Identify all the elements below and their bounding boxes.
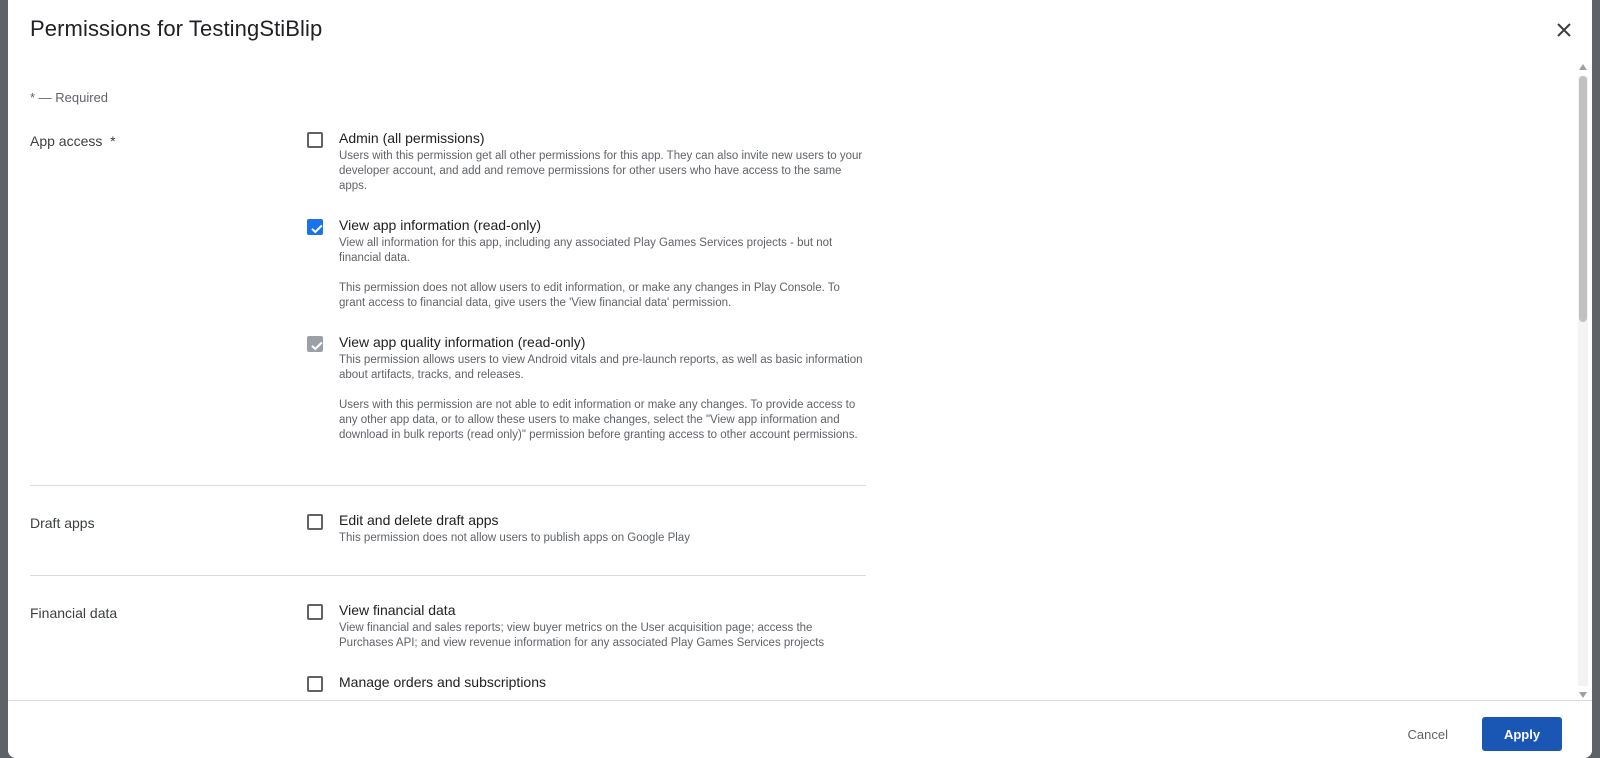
perm-description [339, 236, 869, 311]
section-label-draft-apps: Draft apps [30, 515, 95, 531]
view-app-info-checkbox[interactable] [307, 219, 323, 235]
perm-description [339, 353, 869, 443]
view-quality-info-checkbox [307, 336, 323, 352]
close-icon [1556, 22, 1572, 38]
perm-description [339, 149, 869, 194]
section-label-app-access: App access * [30, 133, 116, 149]
admin-checkbox[interactable] [307, 132, 323, 148]
perm-desc-text: Users with this permission get all other permissions for this app. They can also invite new users to your developer account, and add and remove permissions for other users who have access to the same apps. [339, 150, 863, 192]
section-label-financial-data: Financial data [30, 605, 118, 621]
perm-title: Edit and delete draft apps [339, 512, 499, 528]
dialog-header [8, 0, 1592, 62]
section-divider [30, 575, 866, 576]
view-financial-data-checkbox[interactable] [307, 604, 323, 620]
dialog-footer [8, 700, 1592, 758]
perm-desc-text: This permission allows users to view Android vitals and pre-launch reports, as well as basic information about artifacts, tracks, and releases. [339, 354, 863, 381]
edit-draft-apps-checkbox[interactable] [307, 514, 323, 530]
manage-orders-checkbox[interactable] [307, 676, 323, 692]
required-note: * — Required [30, 90, 109, 105]
close-button[interactable] [1550, 16, 1578, 44]
perm-title: Manage orders and subscriptions [339, 674, 547, 690]
checkmark-icon [309, 338, 325, 354]
dialog-title: Permissions for TestingStiBlip [30, 16, 323, 41]
perm-description [339, 621, 869, 651]
perm-desc-text: This permission does not allow users to edit information, or make any changes in Play Console. To grant access to financial data, give users the 'View financial data' permission. [339, 282, 840, 309]
section-divider [30, 485, 866, 486]
permissions-dialog [8, 0, 1592, 758]
dialog-content[interactable] [8, 62, 1574, 700]
perm-desc-text: This permission does not allow users to publish apps on Google Play [339, 532, 690, 544]
perm-desc-text: View financial and sales reports; view buyer metrics on the User acquisition page; access the Purchases API; and view revenue information for any associated Play Games Services projects [339, 622, 825, 649]
perm-title: View financial data [339, 602, 456, 618]
perm-title: View app quality information (read-only) [339, 334, 586, 350]
checkmark-icon [309, 221, 325, 237]
scroll-up-arrow-icon[interactable] [1579, 64, 1587, 70]
perm-title: View app information (read-only) [339, 217, 542, 233]
apply-button[interactable]: Apply [1482, 717, 1562, 751]
perm-description [339, 531, 869, 546]
scroll-down-arrow-icon[interactable] [1579, 692, 1587, 698]
scrollbar-thumb[interactable] [1579, 76, 1587, 322]
vertical-scrollbar[interactable] [1574, 62, 1592, 700]
perm-desc-text: View all information for this app, including any associated Play Games Services projects - but not financial data. [339, 237, 833, 264]
perm-desc-text: Users with this permission are not able to edit information or make any changes. To provide access to any other app data, or to allow these users to make changes, select the "View app information and download in bulk reports (read only)" permission before granting access to other account permissions. [339, 399, 858, 441]
cancel-button[interactable]: Cancel [1396, 717, 1460, 751]
perm-title: Admin (all permissions) [339, 130, 485, 146]
